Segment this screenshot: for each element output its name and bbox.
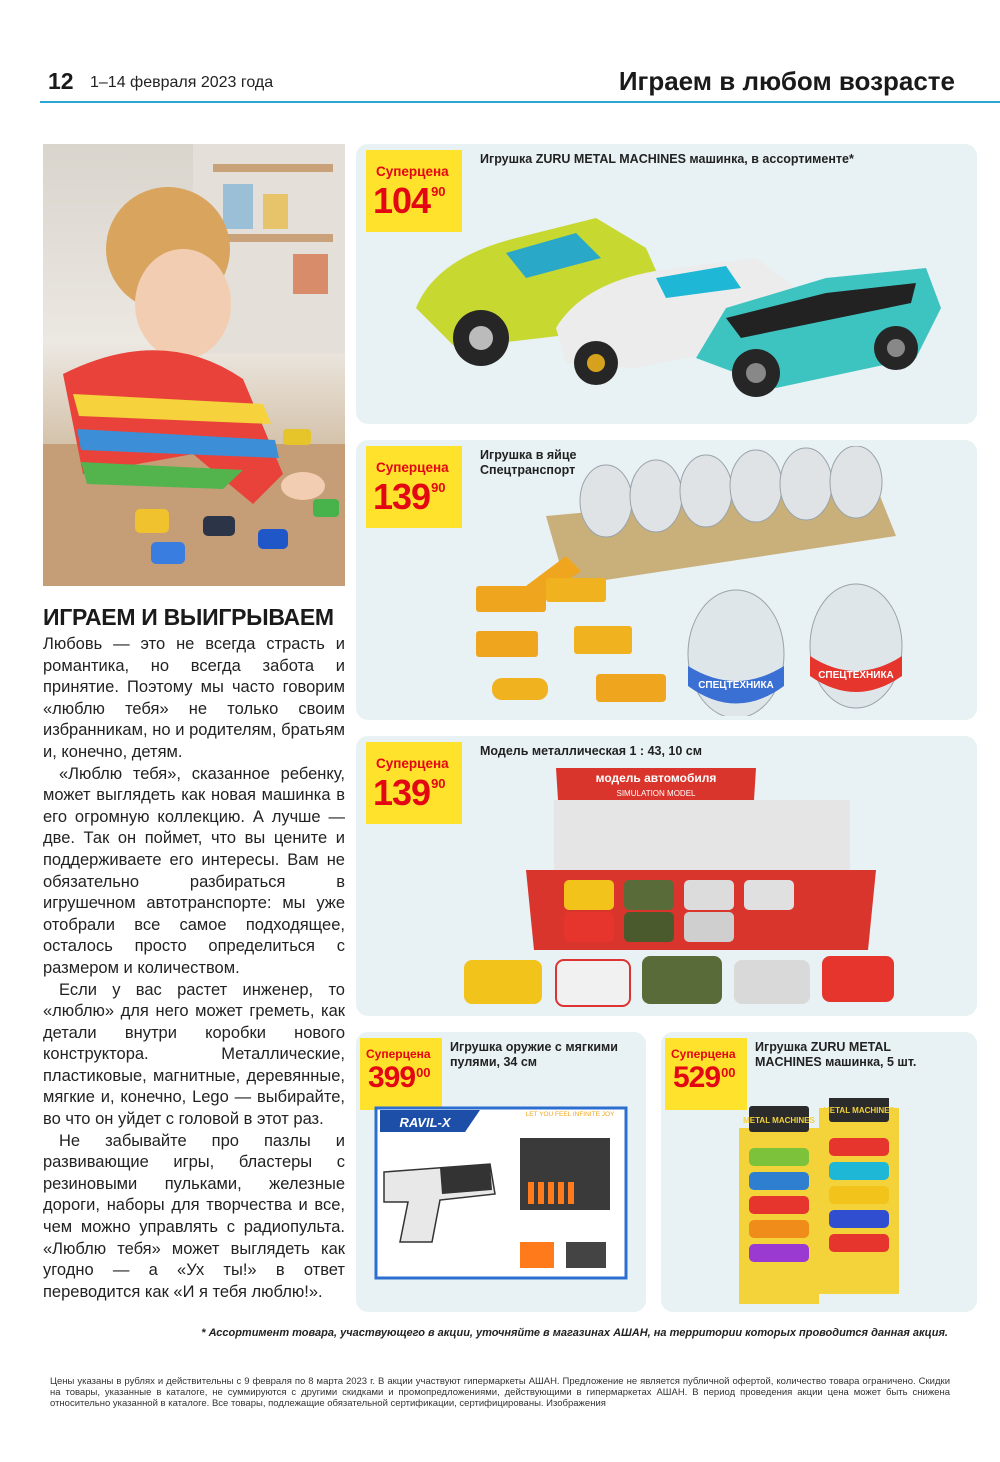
product-name: Игрушка оружие с мягкими пулями, 34 см [450, 1040, 618, 1069]
section-title: Играем в любом возрасте [618, 66, 955, 96]
article-paragraph: Если у вас растет инженер, то «люблю» для него может греметь, как детали внутри коробки нового конструктора. Металлические, пластиковые, магнитные, деревянные, мягкие и, конечно, Lego — выбирайте, во что он уйдет с головой в этот раз. [43, 980, 345, 1129]
issue-dates: 1–14 февраля 2023 года [90, 74, 274, 91]
product-card-metal-model[interactable] [356, 736, 977, 1016]
article-paragraph: Не забывайте про пазлы и развивающие игры, бластеры с резиновыми пульками, железные дороги, наборы для творчества и все, чем можно управлять с радиопульта. «Люблю тебя» может выглядеть как угодно — а «Ух ты!» в ответ переводится как «И я тебя люблю!». [43, 1131, 345, 1301]
product-name: Игрушка ZURU METAL MACHINES машинка, 5 шт. [755, 1040, 917, 1069]
product-card-zuru-car[interactable] [356, 144, 977, 424]
boy-playing-photo [43, 144, 345, 586]
badge-label: Суперцена [376, 756, 449, 771]
zuru-pack-image [731, 1098, 931, 1308]
blaster-box-image [370, 1102, 632, 1302]
price-rubles: 104 [373, 180, 431, 221]
box-brand: METAL MACHINES [823, 1106, 895, 1115]
badge-label: Суперцена [376, 460, 449, 475]
price-kopecks: 00 [416, 1065, 431, 1080]
badge-label: Суперцена [671, 1047, 736, 1061]
product-card-egg-toy[interactable] [356, 440, 977, 720]
price [373, 476, 446, 518]
price-kopecks: 90 [431, 776, 446, 791]
badge-label: Суперцена [366, 1047, 431, 1061]
price-kopecks: 00 [721, 1065, 736, 1080]
price-rubles: 399 [368, 1061, 416, 1094]
price-rubles: 139 [373, 772, 431, 813]
badge-label: Суперцена [376, 164, 449, 179]
price-kopecks: 90 [431, 480, 446, 495]
article-paragraph: Любовь — это не всегда страсть и романтика, но всегда забота и принятие. Поэтому мы часто говорим «люблю тебя» не только своим избранникам, но и родителям, братьям и, конечно, детям. [43, 635, 345, 761]
price [673, 1061, 736, 1095]
egg-toys-image [456, 446, 966, 716]
product-name: Модель металлическая 1 : 43, 10 см [480, 744, 702, 758]
price [373, 772, 446, 814]
box-subtitle: SIMULATION MODEL [616, 789, 696, 798]
footnote: * Ассортимент товара, участвующего в акции, уточняйте в магазинах АШАН, на территории которых проводится данная акция. [201, 1327, 948, 1339]
toy-cars-image [396, 198, 956, 408]
price-rubles: 529 [673, 1061, 721, 1094]
price-rubles: 139 [373, 476, 431, 517]
model-box-image [456, 760, 956, 1010]
price [368, 1061, 431, 1095]
legal-disclaimer: Цены указаны в рублях и действительны с 9 февраля по 8 марта 2023 г. В акции участвуют гипермаркеты АШАН. Предложение не является публичной офертой, количество товара ограничено. Скидки на товары, указанные в каталоге, не суммируются с другими скидками и промопредложениями, действующими в гипермаркетах АШАН. В период проведения акции цена может быть снижена относительно указанной в каталоге. Все товары, подлежащие обязательной сертификации, сертифицированы. Изображения [50, 1376, 950, 1409]
box-slogan: LET YOU FEEL INFINITE JOY [525, 1111, 615, 1118]
egg-label: СПЕЦТЕХНИКА [818, 670, 894, 681]
article-title: ИГРАЕМ И ВЫИГРЫВАЕМ [43, 604, 334, 630]
page-number: 12 [48, 68, 74, 94]
product-card-blaster[interactable] [356, 1032, 646, 1312]
box-title: модель автомобиля [595, 771, 717, 785]
box-brand: RAVIL-X [399, 1115, 451, 1130]
box-brand: METAL MACHINES [743, 1116, 815, 1125]
price-kopecks: 90 [431, 184, 446, 199]
product-name: Игрушка в яйце Спецтранспорт [480, 448, 577, 477]
article-body [43, 634, 345, 1303]
product-card-zuru-5pack[interactable] [661, 1032, 977, 1312]
article-paragraph: «Люблю тебя», сказанное ребенку, может выглядеть как новая машинка в его огромную коллекцию. А лучше — две. Так он поймет, что вы цените и поддерживаете его интересы. Вам не обязательно разбираться в игрушечном автотранспорте: мы уже отобрали все самое подходящее, осталось просто определиться с размером и количеством. [43, 764, 345, 977]
product-name: Игрушка ZURU METAL MACHINES машинка, в ассортименте* [480, 152, 854, 166]
header-divider [40, 101, 1000, 103]
egg-label: СПЕЦТЕХНИКА [698, 680, 774, 691]
